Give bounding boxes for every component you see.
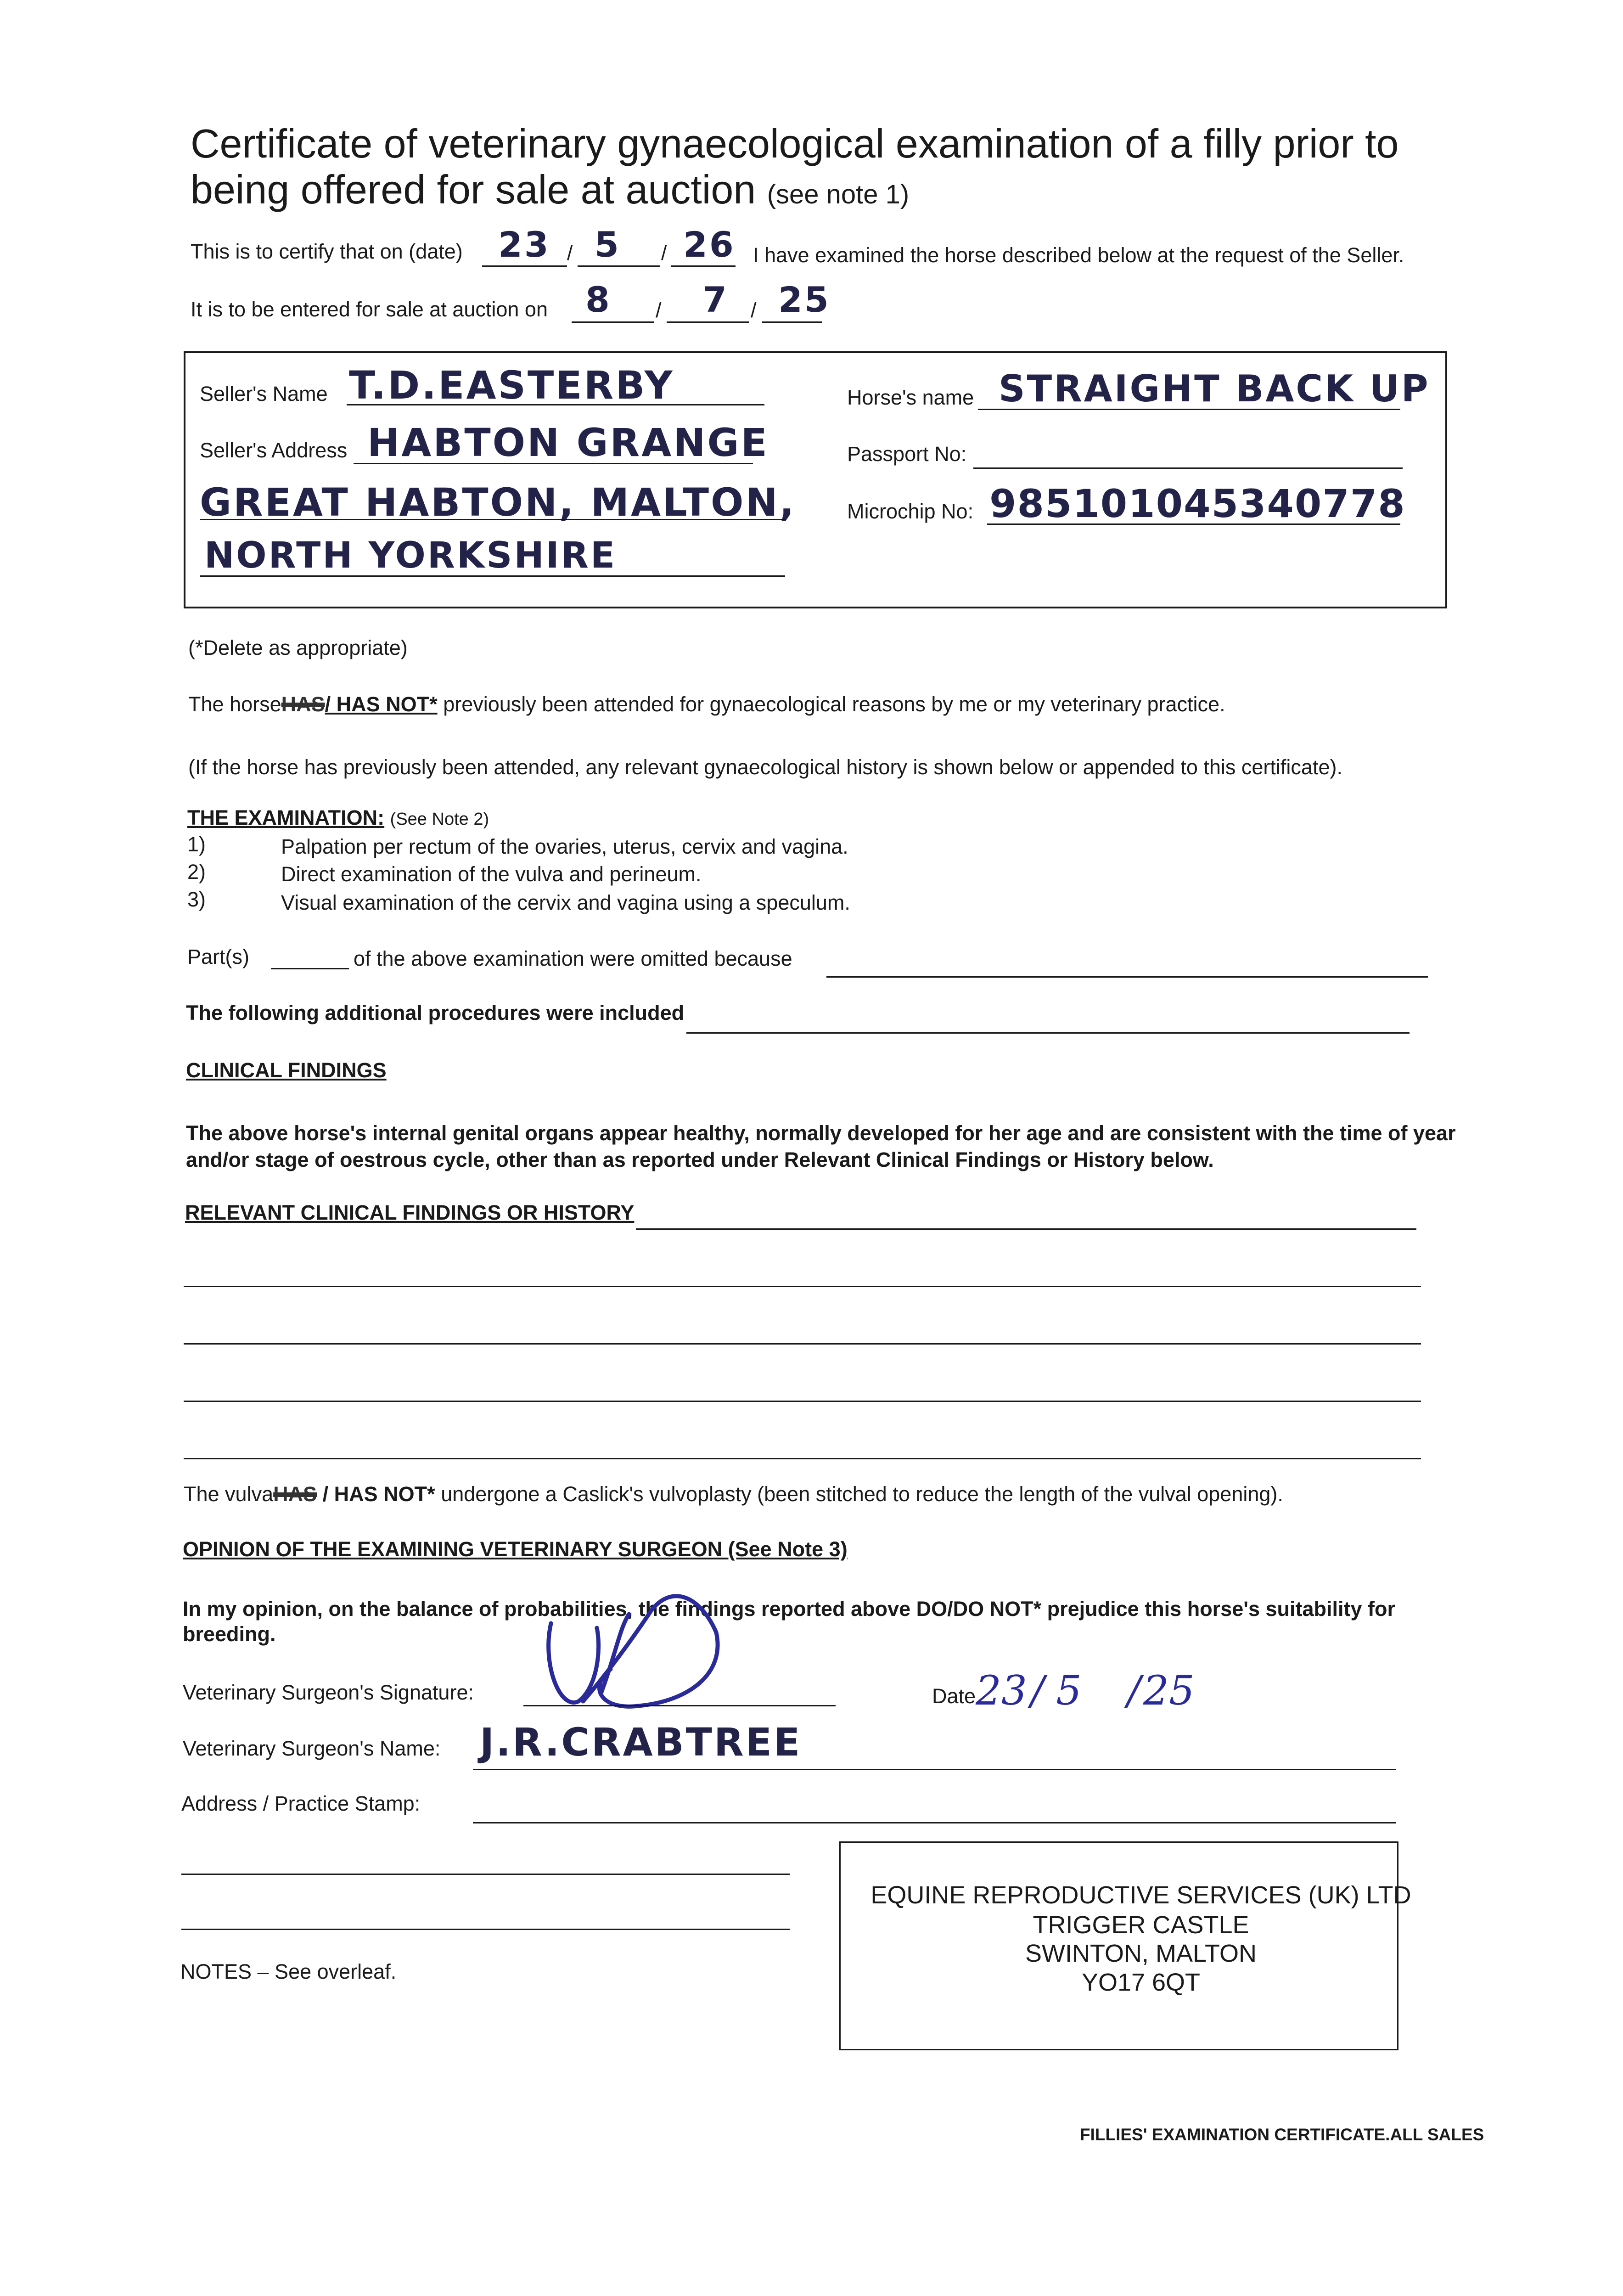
microchip-value: 985101045340778 <box>989 481 1406 526</box>
examination-heading: THE EXAMINATION: <box>187 806 385 829</box>
vulva-choice: / HAS NOT* <box>322 1482 435 1506</box>
surgeon-name-line[interactable] <box>473 1769 1396 1770</box>
relevant-findings-line-1[interactable] <box>636 1228 1416 1230</box>
relevant-findings-line-2[interactable] <box>184 1286 1421 1287</box>
handwritten-signature <box>523 1573 721 1724</box>
horse-name-value: STRAIGHT BACK UP <box>999 367 1430 410</box>
vulva-statement <box>184 1482 1283 1506</box>
relevant-findings-heading: RELEVANT CLINICAL FINDINGS OR HISTORY <box>185 1201 635 1224</box>
clinical-statement-line-2: and/or stage of oestrous cycle, other than as reported under Relevant Clinical Findings or History below. <box>186 1148 1214 1171</box>
address-line-1[interactable] <box>473 1822 1396 1823</box>
certify-prefix: This is to certify that on (date) <box>191 240 463 263</box>
notes-reference: NOTES – See overleaf. <box>180 1960 397 1983</box>
delete-note: (*Delete as appropriate) <box>188 636 408 659</box>
certify-day: 23 <box>498 224 550 265</box>
seller-name-value: T.D.EASTERBY <box>349 363 674 408</box>
passport-label: Passport No: <box>847 442 967 466</box>
stamp-line-4: YO17 6QT <box>1081 1969 1201 1996</box>
auction-prefix: It is to be entered for sale at auction on <box>191 298 548 321</box>
omitted-suffix: of the above examination were omitted because <box>354 947 792 970</box>
date-sep-2: / <box>1127 1667 1141 1714</box>
seller-name-label: Seller's Name <box>200 382 328 405</box>
surgeon-name-label: Veterinary Surgeon's Name: <box>183 1737 441 1760</box>
address-line-2[interactable] <box>181 1874 790 1875</box>
auction-sep-2: / <box>751 298 757 322</box>
auction-year: 25 <box>778 279 831 320</box>
signature-line[interactable] <box>523 1705 836 1706</box>
examination-item-2-text: Direct examination of the vulva and perineum. <box>281 862 702 886</box>
seller-address-label: Seller's Address <box>200 439 348 462</box>
certify-sep-1: / <box>567 241 573 264</box>
clinical-statement-line-1: The above horse's internal genital organs appear healthy, normally developed for her age and are consistent with the time of year <box>186 1121 1456 1145</box>
relevant-findings-line-3[interactable] <box>184 1343 1421 1345</box>
history-note: (If the horse has previously been attended, any relevant gynaecological history is shown below or appended to this certificate). <box>188 755 1342 779</box>
date-month: 5 <box>1056 1667 1082 1714</box>
stamp-line-2: TRIGGER CASTLE <box>1033 1911 1249 1939</box>
vulva-prefix: The vulva <box>184 1482 274 1506</box>
examination-note: (See Note 2) <box>390 810 489 829</box>
clinical-findings-heading: CLINICAL FINDINGS <box>186 1058 387 1082</box>
title-line-1: Certificate of veterinary gynaecological examination of a filly prior to <box>191 121 1399 166</box>
microchip-label: Microchip No: <box>847 500 974 523</box>
auction-month: 7 <box>702 279 729 320</box>
examination-item-1-number: 1) <box>187 833 206 856</box>
seller-address-line-1: HABTON GRANGE <box>367 420 769 465</box>
attended-choice: / HAS NOT* <box>325 692 438 716</box>
vulva-suffix: undergone a Caslick's vulvoplasty (been stitched to reduce the length of the vulval opening). <box>441 1482 1283 1506</box>
omitted-prefix: Part(s) <box>187 945 249 968</box>
certify-sep-2: / <box>661 241 667 264</box>
omitted-reason-field[interactable] <box>826 976 1428 978</box>
seller-address-line-3: NORTH YORKSHIRE <box>204 535 617 576</box>
relevant-findings-line-4[interactable] <box>184 1401 1421 1402</box>
auction-day: 8 <box>585 279 612 320</box>
certify-month: 5 <box>595 224 621 265</box>
seller-address-line-2: GREAT HABTON, MALTON, <box>200 480 796 525</box>
opinion-line-1: In my opinion, on the balance of probabilities, the findings reported above DO/DO NOT* prejudice this horse's suitability for <box>183 1597 1396 1621</box>
address-line-3[interactable] <box>181 1929 790 1930</box>
vulva-struck-option: HAS <box>273 1482 317 1506</box>
address-stamp-label: Address / Practice Stamp: <box>181 1792 421 1815</box>
date-day: 23 <box>976 1667 1027 1714</box>
certify-year: 26 <box>683 224 736 265</box>
auction-sep-1: / <box>656 298 662 322</box>
examination-item-3-text: Visual examination of the cervix and vagina using a speculum. <box>281 891 850 914</box>
additional-procedures-label: The following additional procedures were included <box>186 1001 685 1024</box>
footer-label: FILLIES' EXAMINATION CERTIFICATE.ALL SALES <box>1080 2125 1484 2144</box>
stamp-line-1: EQUINE REPRODUCTIVE SERVICES (UK) LTD <box>870 1881 1411 1909</box>
date-label: Date <box>932 1684 976 1708</box>
relevant-findings-line-5[interactable] <box>184 1458 1421 1459</box>
examination-item-1-text: Palpation per rectum of the ovaries, uterus, cervix and vagina. <box>281 835 848 858</box>
examination-item-3-number: 3) <box>187 888 206 911</box>
examination-item-2-number: 2) <box>187 860 206 884</box>
attended-prefix: The horse <box>188 692 281 716</box>
title-line-2 <box>191 166 909 213</box>
attended-statement <box>188 692 1225 716</box>
date-year: 25 <box>1143 1667 1195 1714</box>
stamp-line-3: SWINTON, MALTON <box>1025 1940 1257 1967</box>
opinion-heading: OPINION OF THE EXAMINING VETERINARY SURGEON (See Note 3) <box>183 1537 848 1561</box>
title-note: (see note 1) <box>767 180 910 209</box>
attended-suffix: previously been attended for gynaecological reasons by me or my veterinary practice. <box>443 692 1225 716</box>
date-sep-1: / <box>1031 1667 1045 1714</box>
attended-struck-option: HAS <box>281 692 325 716</box>
title-line-2-text: being offered for sale at auction <box>191 167 756 212</box>
horse-name-label: Horse's name <box>847 386 974 409</box>
examination-heading-row <box>187 806 489 830</box>
signature-label: Veterinary Surgeon's Signature: <box>183 1681 474 1704</box>
opinion-line-2: breeding. <box>183 1622 276 1646</box>
surgeon-name-value: J.R.CRABTREE <box>480 1720 802 1765</box>
omitted-parts-field[interactable] <box>271 968 349 969</box>
certify-suffix: I have examined the horse described below at the request of the Seller. <box>753 243 1404 267</box>
additional-procedures-field[interactable] <box>686 1032 1410 1034</box>
